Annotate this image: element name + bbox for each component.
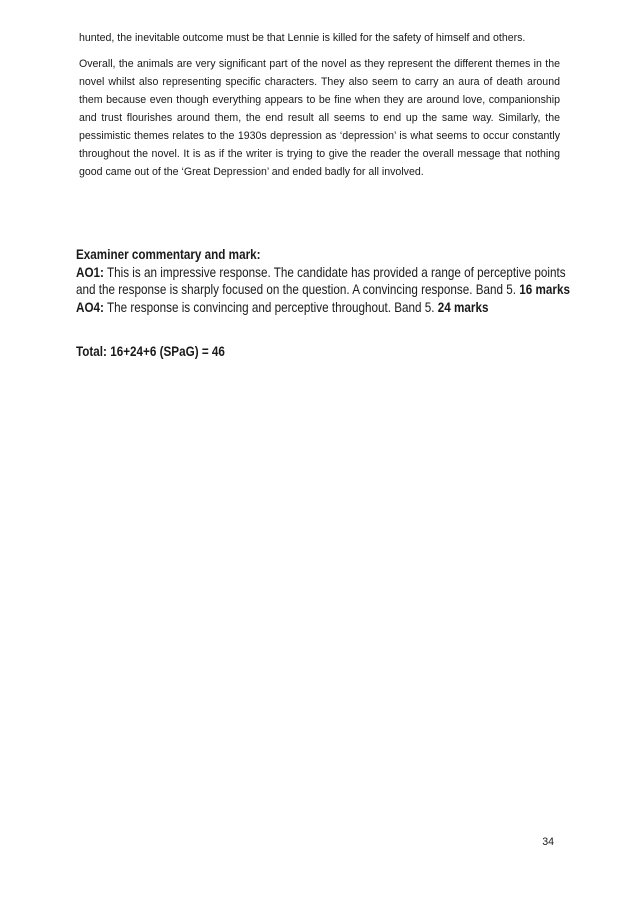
ao1-marks: 16 marks [519,282,570,297]
ao1-line-2 [76,281,570,299]
ao4-label: AO4: [76,299,104,315]
ao4-text: The response is convincing and perceptive throughout. Band 5. [103,299,438,315]
ao1-text-2: and the response is sharply focused on the question. A convincing response. Band 5. [76,282,520,297]
page-number: 34 [542,836,554,848]
ao4-line [76,299,515,317]
ao1-text-1: This is an impressive response. The candidate has provided a range of perceptive points [103,264,566,280]
essay-paragraph-2: Overall, the animals are very significant part of the novel as they represent the different themes in the novel whilst also representing specific characters. They also seem to carry an aura of death around them because even though everything appears to be fine when they are around love, companionship and trust flourishes around them, the end result all seems to end up the same way. Similarly, the pessimistic themes relates to the 1930s depression as ‘depression’ is what seems to occur constantly throughout the novel. It is as if the writer is trying to give the reader the overall message that nothing good came out of the ‘Great Depression’ and ended badly for all involved. [79,58,560,178]
ao4-marks: 24 marks [437,299,489,315]
total-mark: Total: 16+24+6 (SPaG) = 46 [76,344,225,359]
ao1-label: AO1: [76,264,104,280]
essay-body [79,29,560,189]
commentary-heading: Examiner commentary and mark: [76,247,261,262]
examiner-commentary [76,246,570,316]
essay-paragraph-1: hunted, the inevitable outcome must be that Lennie is killed for the safety of himself and others. [79,32,526,44]
ao1-line-1 [76,264,566,282]
